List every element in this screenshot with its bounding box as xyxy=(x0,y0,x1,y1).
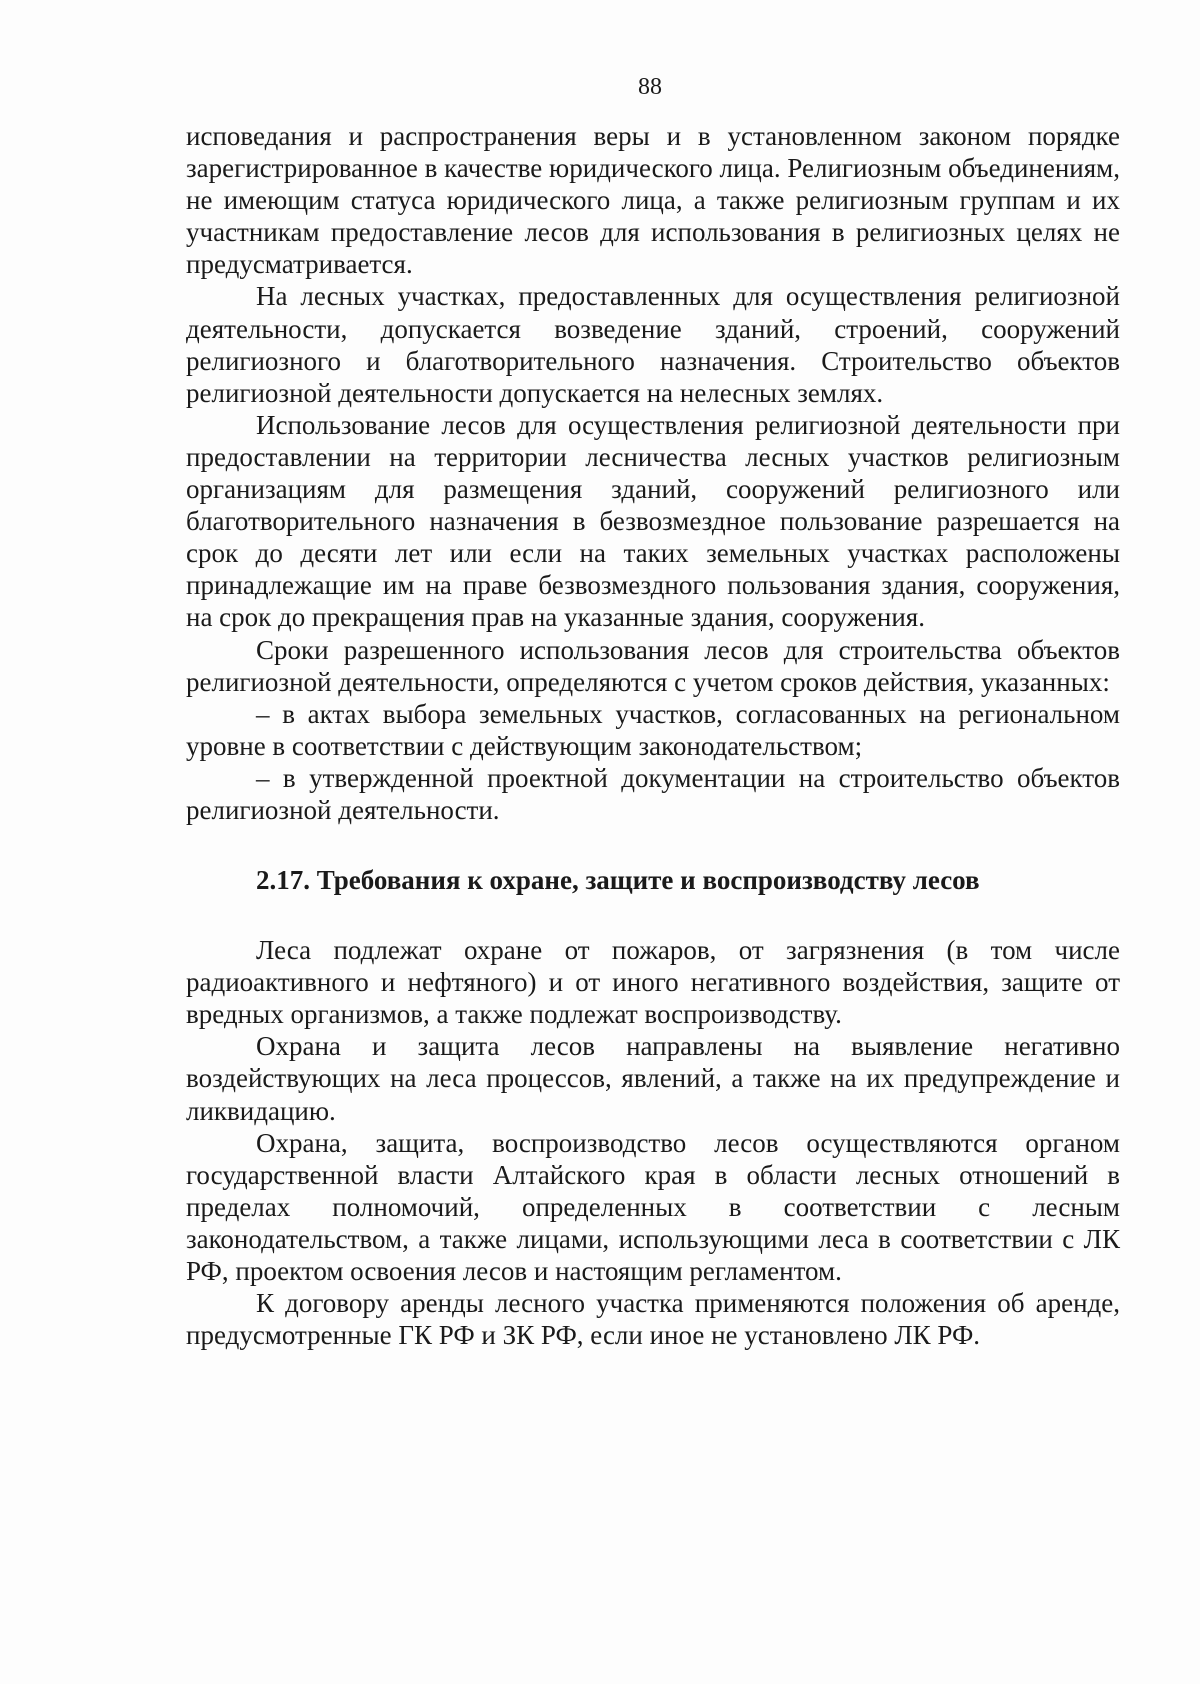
section-heading: 2.17. Требования к охране, защите и воспроизводству лесов xyxy=(256,865,980,896)
paragraph-religious-buildings: На лесных участках, предоставленных для осуществления религиозной деятельности, допускается возведение зданий, строений, сооружений религиозного и благотворительного назначения. Строительство объектов религиозной деятельности допускается на нелесных землях. xyxy=(186,281,1120,408)
page-number: 88 xyxy=(638,74,662,100)
paragraph-continuation: исповедания и распространения веры и в установленном законом порядке зарегистрированное в качестве юридического лица. Религиозным объединениям, не имеющим статуса юридического лица, а также религиозным группам и их участникам предоставление лесов для использования в религиозных целях не предусматривается. xyxy=(186,121,1120,280)
paragraph-permitted-use-periods: Сроки разрешенного использования лесов для строительства объектов религиозной деятельности, определяются с учетом сроков действия, указанных: xyxy=(186,634,1120,697)
paragraph-responsible-bodies: Охрана, защита, воспроизводство лесов осуществляются органом государственной власти Алтайского края в области лесных отношений в пределах полномочий, определенных в соответствии с лесным законодательством, а также лицами, использующими леса в соответствии с ЛК РФ, проектом освоения лесов и настоящим регламентом. xyxy=(186,1127,1120,1286)
list-item-land-selection-acts: – в актах выбора земельных участков, согласованных на региональном уровне в соответствии с действующим законодательством; xyxy=(186,698,1120,761)
page-body xyxy=(186,120,1120,1351)
paragraph-protection-purpose: Охрана и защита лесов направлены на выявление негативно воздействующих на леса процессов, явлений, а также на их предупреждение и ликвидацию. xyxy=(186,1031,1120,1126)
list-item-project-documentation: – в утвержденной проектной документации на строительство объектов религиозной деятельности. xyxy=(186,762,1120,825)
paragraph-forest-protection: Леса подлежат охране от пожаров, от загрязнения (в том числе радиоактивного и нефтяного) и от иного негативного воздействия, защите от вредных организмов, а также подлежат воспроизводству. xyxy=(186,935,1120,1030)
paragraph-lease-agreement: К договору аренды лесного участка применяются положения об аренде, предусмотренные ГК РФ и ЗК РФ, если иное не установлено ЛК РФ. xyxy=(186,1288,1120,1351)
paragraph-forest-use-terms: Использование лесов для осуществления религиозной деятельности при предоставлении на территории лесничества лесных участков религиозным организациям для размещения зданий, сооружений религиозного или благотворительного назначения в безвозмездное пользование разрешается на срок до десяти лет или если на таких земельных участках расположены принадлежащие им на праве безвозмездного пользования здания, сооружения, на срок до прекращения прав на указанные здания, сооружения. xyxy=(186,409,1120,633)
